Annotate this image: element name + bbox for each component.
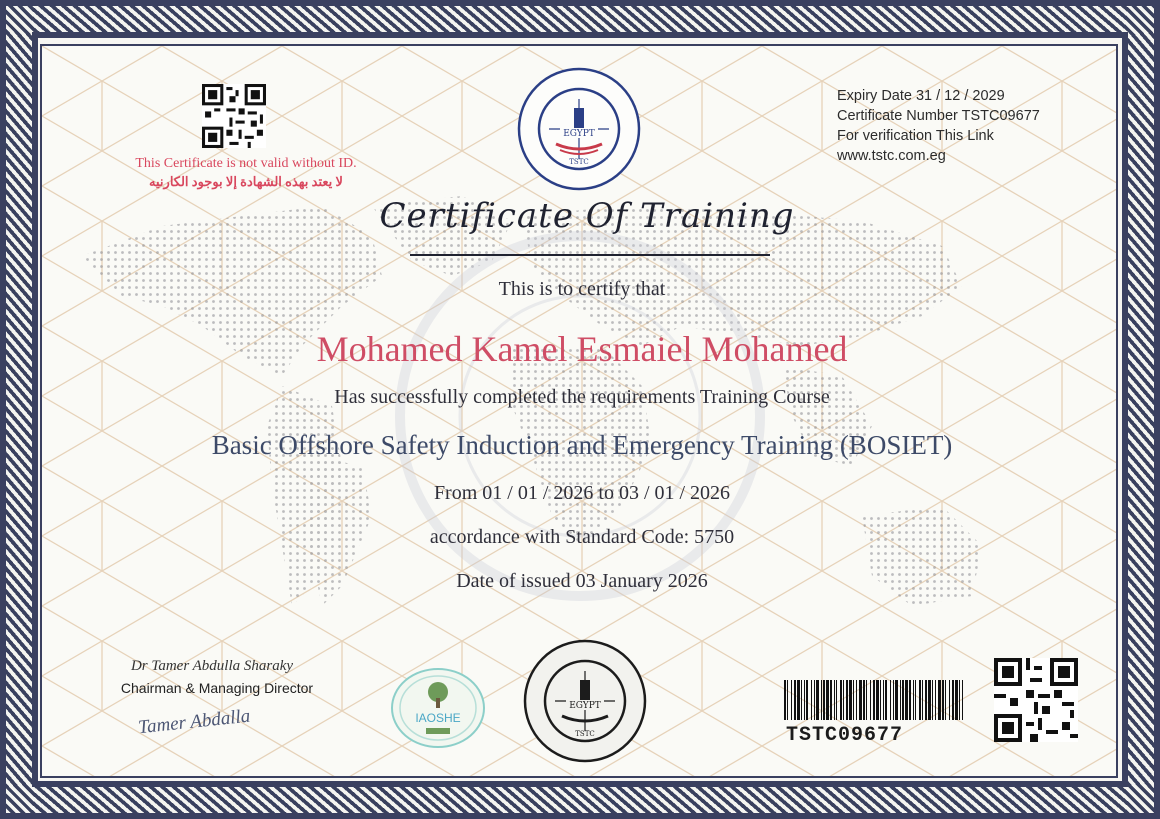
barcode-bar	[952, 680, 954, 720]
barcode-bar	[922, 680, 923, 720]
barcode-bar	[866, 680, 867, 720]
id-warning-english: This Certificate is not valid without ID.	[135, 156, 357, 171]
title-underline	[410, 254, 770, 256]
certify-line: This is to certify that	[498, 278, 666, 300]
barcode-bar	[905, 680, 908, 720]
barcode-bar	[900, 680, 901, 720]
barcode-bar	[942, 680, 944, 720]
expiry-date: Expiry Date 31 / 12 / 2029	[837, 88, 1005, 104]
barcode-bar	[834, 680, 835, 720]
barcode-bar	[949, 680, 950, 720]
completion-line: Has successfully completed the requirements Training Course	[334, 386, 830, 408]
barcode-bar	[794, 680, 796, 720]
barcode-bar	[895, 680, 898, 720]
barcode-bar	[932, 680, 933, 720]
barcode-bar	[863, 680, 865, 720]
certificate-body	[40, 44, 1118, 778]
verification-label: For verification This Link	[837, 128, 994, 144]
bottom-seal-country: EGYPT	[569, 701, 601, 711]
barcode-bar	[909, 680, 911, 720]
iaoshe-logo-icon	[388, 666, 488, 755]
barcode-bar	[919, 680, 921, 720]
bottom-seal-abbr: TSTC	[575, 730, 595, 738]
seal-abbr: TSTC	[569, 158, 589, 166]
barcode-bar	[846, 680, 848, 720]
barcode-bar	[925, 680, 927, 720]
barcode-bar	[913, 680, 914, 720]
standard-code: accordance with Standard Code: 5750	[429, 526, 735, 548]
barcode-bar	[826, 680, 829, 720]
barcode-bar	[791, 680, 792, 720]
barcode-bar	[806, 680, 808, 720]
barcode-bar	[797, 680, 800, 720]
barcode-bar	[804, 680, 805, 720]
bottom-qr-code-icon	[994, 658, 1078, 742]
barcode-bar	[814, 680, 815, 720]
barcode-bar	[784, 680, 786, 720]
seal-icon	[516, 66, 642, 197]
issue-date: Date of issued 03 January 2026	[456, 570, 708, 592]
barcode-bar	[902, 680, 904, 720]
barcode-bar	[821, 680, 822, 720]
barcode-bar	[801, 680, 802, 720]
seal-country: EGYPT	[563, 129, 595, 139]
barcode-bar	[811, 680, 812, 720]
barcode-bar	[876, 680, 879, 720]
barcode-bar	[928, 680, 931, 720]
barcode-bar	[935, 680, 936, 720]
barcode-icon	[780, 678, 970, 748]
barcode-bar	[816, 680, 819, 720]
barcode-bar	[893, 680, 894, 720]
barcode-bar	[849, 680, 852, 720]
qr-code-icon	[202, 84, 266, 148]
certificate-title: Certificate Of Training	[379, 196, 795, 236]
barcode-bar	[843, 680, 844, 720]
barcode-bar	[840, 680, 842, 720]
barcode-bar	[870, 680, 871, 720]
barcode-bars	[780, 678, 970, 722]
date-range: From 01 / 01 / 2026 to 03 / 01 / 2026	[433, 482, 731, 504]
recipient-name: Mohamed Kamel Esmaiel Mohamed	[316, 329, 848, 369]
iaoshe-label: IAOSHE	[415, 711, 461, 725]
id-warning-arabic: لا يعتد بهذه الشهادة إلا بوجود الكارنيه	[149, 174, 343, 189]
signatory-name: Dr Tamer Abdulla Sharaky	[130, 658, 294, 674]
course-name: Basic Offshore Safety Induction and Emergency Training (BOSIET)	[211, 430, 953, 460]
bottom-seal-icon	[522, 638, 648, 769]
barcode-code: TSTC09677	[786, 724, 904, 747]
barcode-bar	[880, 680, 881, 720]
barcode-bar	[955, 680, 958, 720]
barcode-bar	[823, 680, 825, 720]
barcode-bar	[856, 680, 857, 720]
barcode-bar	[938, 680, 941, 720]
certificate-details	[837, 86, 1077, 166]
barcode-bar	[787, 680, 788, 720]
barcode-bar	[859, 680, 862, 720]
signatory-role: Chairman & Managing Director	[120, 680, 314, 696]
barcode-bar	[873, 680, 875, 720]
signature: Tamer Abdalla	[137, 705, 252, 739]
barcode-bar	[883, 680, 884, 720]
barcode-bar	[962, 680, 963, 720]
certificate-number: Certificate Number TSTC09677	[837, 108, 1040, 124]
barcode-bar	[830, 680, 832, 720]
barcode-bar	[915, 680, 916, 720]
barcode-bar	[945, 680, 946, 720]
barcode-bar	[890, 680, 891, 720]
barcode-bar	[885, 680, 887, 720]
barcode-bar	[853, 680, 854, 720]
barcode-bar	[836, 680, 837, 720]
barcode-bar	[959, 680, 960, 720]
verification-link[interactable]: www.tstc.com.eg	[837, 148, 946, 164]
